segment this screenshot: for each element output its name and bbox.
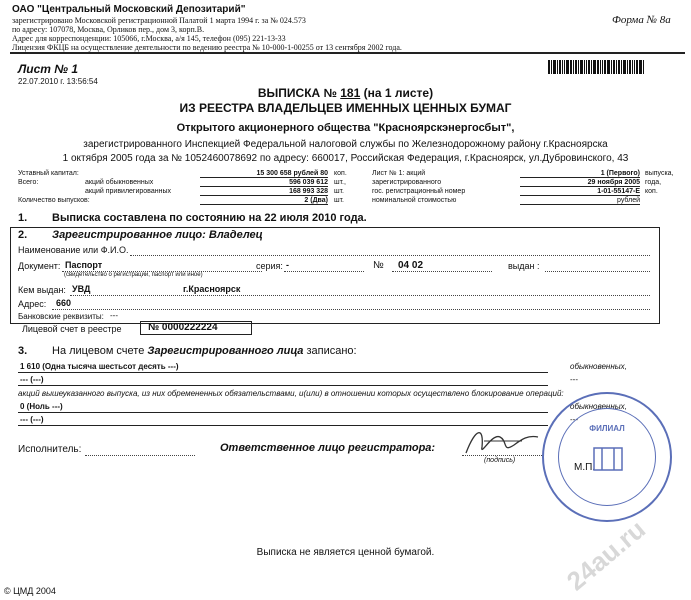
blocked-preferred-amount: --- (---) [20,415,44,424]
statement-date: Выписка составлена по состоянию на 22 июля 2010 года. [52,212,367,224]
issue-units [645,169,674,196]
issued-label: выдан : [508,261,540,271]
registered-person-title: Зарегистрированное лицо: Владелец [52,229,263,241]
amount-line [18,385,548,386]
registry-title: ИЗ РЕЕСТРА ВЛАДЕЛЬЦЕВ ИМЕННЫХ ЦЕННЫХ БУМАГ [179,101,512,115]
series-field-line [284,271,364,272]
executor-label: Исполнитель: [18,444,82,455]
header-divider [10,52,685,54]
value-underline [200,186,328,187]
sheet-datetime: 22.07.2010 г. 13:56:54 [18,77,98,86]
sheet-label: Лист № 1 [18,62,79,76]
statement-number: 181 [340,86,361,100]
form-number: Форма № 8а [612,14,671,26]
section3-number: 3. [18,345,28,357]
value-underline [520,177,640,178]
holdings-suffix: записано: [303,345,357,357]
responsible-person-label: Ответственное лицо регистратора: [220,442,436,454]
address-label: Адрес: [18,299,47,309]
issue-value: 29 ноября 2005 [587,179,640,186]
signature-scribble [462,423,542,459]
issue-value: 1-01-55147-Е [597,188,640,195]
seal-place: М.П. [574,462,596,473]
value-underline [520,204,640,205]
preferred-shares-unit: --- [570,375,578,384]
blocked-ordinary-amount: 0 (Ноль ---) [20,402,63,411]
depository-details [12,16,402,52]
amount-line [18,412,548,413]
unit: шт. [334,188,344,195]
bank-label: Банковские реквизиты: [18,312,104,321]
preferred-count: 168 993 328 [289,188,328,195]
unit: шт. [334,197,344,204]
issues-label: Количество выпусков: [18,197,90,204]
signature-hint: (подпись) [484,457,516,464]
title-suffix: (на 1 листе) [360,86,434,100]
value-underline [520,186,640,187]
document-hint: (свидетельство о регистрации, паспорт или иное) [64,272,203,278]
series-label: серия: [256,261,283,271]
capital-label: Уставный капитал: [18,170,79,177]
unit: шт., [334,179,346,186]
address-value: 660 [56,298,72,308]
executor-line [85,455,195,456]
issue-labels [372,169,465,205]
document-label: Документ: [18,261,61,271]
issued-by-city: г.Красноярск [183,284,241,294]
issue-values [520,169,640,205]
issued-by-label: Кем выдан: [18,285,66,295]
depository-line: Адрес для корреспонденции: 105066, г.Москва, а/я 145, телефон (095) 221-13-33 [12,34,286,43]
issue-value: 1 (Первого) [600,170,640,177]
blocked-preferred-unit: --- [570,415,578,424]
capital-labels [18,169,90,205]
statement-title [0,86,691,100]
issuer-registration: зарегистрированного Инспекцией Федеральной налоговой службы по Железнодорожному району г.Красноярска [83,139,608,150]
series-value: - [286,260,289,270]
issuer-name: Открытого акционерного общества "Красноярскэнергосбыт", [176,122,515,134]
barcode [548,60,645,74]
document-type: Паспорт [65,260,103,270]
ordinary-shares-amount: 1 610 (Одна тысяча шестьсот десять ---) [20,362,179,371]
issue-label: зарегистрированного [372,179,442,186]
blocked-ordinary-unit: обыкновенных, [570,402,627,411]
depository-line: зарегистрировано Московской регистрационной Палатой 1 марта 1994 г. за № 024.573 [12,16,306,25]
account-label: Лицевой счет в реестре [22,324,122,334]
ordinary-count: 596 039 612 [289,179,328,186]
watermark: 24au.ru [560,513,651,597]
section2-number: 2. [18,229,28,241]
stamp-text: ФИЛИАЛ [589,424,625,433]
depository-line: по адресу: 107078, Москва, Орликов пер., дом 3, корп.В. [12,25,205,34]
not-security-note: Выписка не является ценной бумагой. [256,547,435,558]
copyright: © ЦМД 2004 [4,586,56,596]
unit: коп. [334,170,347,177]
preferred-shares-amount: --- (---) [20,375,44,384]
issue-label: номинальной стоимостью [372,197,457,204]
share-type: акций привилегированных [85,188,171,195]
title-prefix: ВЫПИСКА № [257,86,341,100]
amount-line [18,372,548,373]
depository-name: ОАО "Центральный Московский Депозитарий" [12,4,246,15]
encumbered-note: акций вышеуказанного выпуска, из них обремененных обязательствами, и(или) в отношении которых осуществлено блокирование операций: [18,389,564,398]
capital-values [200,169,328,205]
address-field-line [52,309,650,310]
issue-label: Лист № 1: акций [372,170,426,177]
unit: выпуска, [645,170,674,177]
capital-units [334,169,347,205]
holdings-italic: Зарегистрированного лица [147,345,304,357]
registrar-stamp [542,392,672,522]
bank-value: --- [110,311,118,320]
issued-field-line [545,271,650,272]
issue-label: гос. регистрационный номер [372,188,466,195]
stamp-emblem [590,440,626,476]
share-type: акций обыкновенных [85,179,154,186]
number-label: № [373,260,384,271]
issued-by-field-line [70,295,650,296]
number-field-line [392,271,492,272]
issuer-address: 1 октября 2005 года за № 1052460078692 по адресу: 660017, Российская Федерация, г.Красноярск, ул.Дубровинского, 43 [62,153,629,164]
value-underline [200,204,328,205]
name-label: Наименование или Ф.И.О. [18,245,129,255]
ordinary-shares-unit: обыкновенных, [570,362,627,371]
value-underline [520,195,640,196]
capital-value: 15 300 658 рублей 80 [256,170,328,177]
passport-number: 04 02 [398,260,424,271]
account-number: № 0000222224 [148,322,218,333]
total-label: Всего: [18,179,39,186]
holdings-prefix: На лицевом счете [52,345,148,357]
unit: коп. [645,188,658,195]
depository-line: Лицензия ФКЦБ на осуществление деятельности по ведению реестра № 10-000-1-00255 от 13 сентября 2002 года. [12,43,402,52]
issues-count: 2 (Два) [304,197,328,204]
name-field-line [130,255,650,256]
unit: года, [645,179,662,186]
value-underline [200,195,328,196]
issued-by-value: УВД [72,284,91,294]
value-underline [200,177,328,178]
share-types [85,178,171,196]
holdings-title [52,345,357,357]
issue-value: рублей [617,197,640,204]
section1-number: 1. [18,212,28,224]
